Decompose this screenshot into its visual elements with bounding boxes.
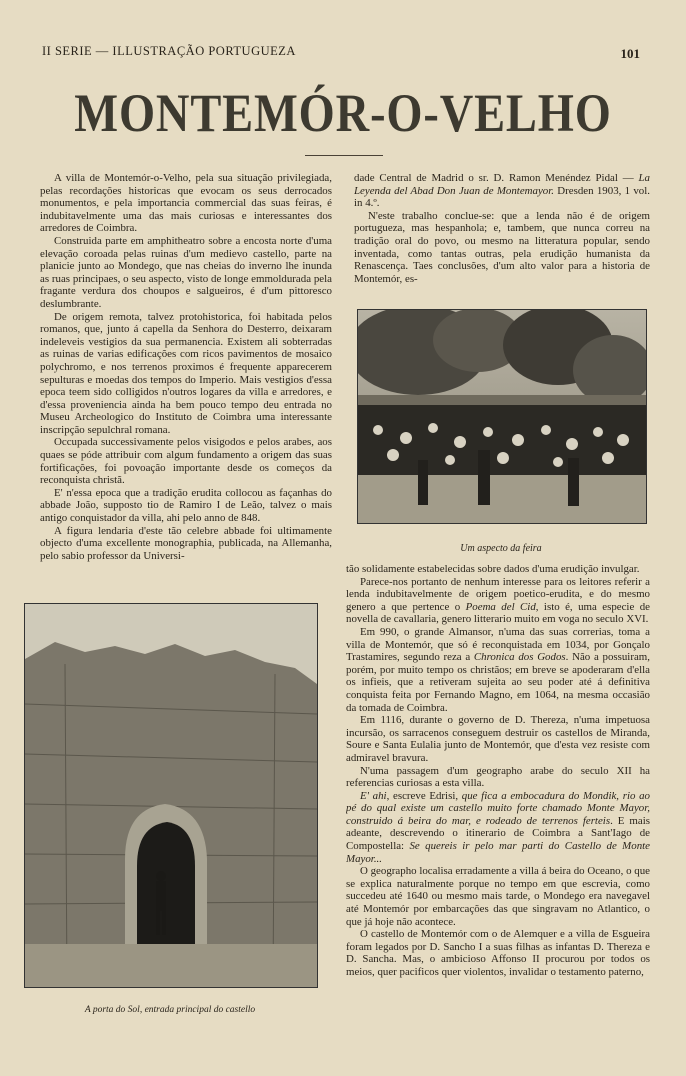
fair-photo (357, 309, 647, 524)
left-column-text (40, 172, 332, 590)
book-title: La Leyenda del Abad Don Juan de Montemayor. (354, 172, 650, 197)
page-number: 101 (620, 46, 640, 61)
paragraph: A villa de Montemór-o-Velho, pela sua situação privilegiada, pelas recordações historicas que evocam os seus derrocados monumentos, e pela importancia commercial das suas feiras, é indubitavelmente uma das mais curiosas e interessantes dos arredores de Coimbra. (40, 172, 332, 235)
paragraph: O castello de Montemór com o de Alemquer e a villa de Esgueira foram legados por D. Sancho I a suas filhas as infantas D. Thereza e D. Sancha. Mas, o ambicioso Affonso II procurou por todos os meios, quer pacificos quer violentos, invalidar o testamento paterno, (346, 928, 650, 978)
paragraph (346, 626, 650, 714)
text-run: , escreve Edrisi, (386, 789, 462, 802)
quote-run: E' ahi (360, 789, 387, 802)
paragraph: N'este trabalho conclue-se: que a lenda não é de origem portugueza, mas hespanhola; e, tambem, que nunca correu na tradição oral do povo, ou mesmo na litteratura popular, sendo inventada, como tantas outras, pela erudição humanista da Renascença. Taes conclusões, d'um alto valor para a historia de Montemór, es- (354, 209, 650, 285)
text-run: . Não a possuiram, porém, por muito tempo os christãos; em breve se apoderaram d'ella os infieis, que a retiveram sujeita ao seu poder até á definitiva conquista feita por Fernando Magno, em 1064, na mesma occasião da tomada de Coimbra. (346, 651, 650, 714)
castle-gate-caption: A porta do Sol, entrada principal do castello (84, 1005, 256, 1015)
text-run: Parece-nos portanto de nenhum interesse para os leitores referir a lenda indubitavelmente de origem poetico-erudita, e do mesmo genero a que pertence o (346, 575, 650, 613)
right-column-top-text (354, 172, 650, 290)
running-header: II SERIE — ILLUSTRAÇÃO PORTUGUEZA (42, 44, 296, 58)
article-title: MONTEMÓR-O-VELHO (74, 83, 612, 143)
paragraph: tão solidamente estabelecidas sobre dados d'uma erudição invulgar. (346, 563, 640, 575)
quote-run: Se quereis ir pelo mar parti do Castello de Monte Mayor... (346, 840, 650, 865)
paragraph: N'uma passagem d'um geographo arabe do seculo XII ha referencias curiosas a esta villa. (346, 764, 650, 790)
book-title: Poema del Cid (465, 600, 536, 613)
right-column-bottom-text (346, 563, 650, 1023)
text-run: , isto é, uma especie de novella de cavallaria, genero litterario muito em voga no seculo XVI. (346, 600, 650, 626)
text-run: Em 990, o grande Almansor, n'uma das suas correrias, toma a villa de Montemór, que só é reconquistada em 1034, por Gonçalo Trastamires, segundo reza a (346, 625, 650, 664)
paragraph: E' n'essa epoca que a tradição erudita collocou as façanhas do abbade João, supposto tio de Ramiro I de Leão, talvez o mais antigo conquistador da villa, ahi pelo anno de 848. (40, 486, 332, 525)
paragraph (346, 576, 650, 626)
paragraph: Occupada successivamente pelos visigodos e pelos arabes, aos quaes se póde attribuir com algum fundamento a origem das suas fortificações, foi povoação importante desde os começos da reconquista christã. (40, 436, 332, 487)
fair-photo-image (358, 310, 646, 523)
title-rule (305, 155, 383, 156)
text-run: . E mais adeante, descrevendo o itinerario de Coimbra a Sant'Iago de Compostella: (346, 814, 650, 853)
text-run: Dresden 1903, 1 vol. in 4.º. (354, 184, 650, 210)
paragraph: O geographo localisa erradamente a villa á beira do Oceano, o que se explica naturalmente porque no tempo em que escrevia, como succedeu até 1640 ou mesmo mais tarde, o Mondego era navegavel até Montemór por embarcações das que singravam no Atlantico, o que já hoje não acontece. (346, 865, 650, 928)
paragraph: De origem remota, talvez protohistorica, foi habitada pelos romanos, que, junto á capella da Senhora do Desterro, deixaram indeleveis vestigios da sua permanencia. Existem ali sobterradas as ruinas de varias edificações com ricos pavimentos de mosaico polychromo, e nos terrenos proximos é frequente apparecerem sepulturas e moedas dos tempos do Imperio. Mais vestigios d'essa epoca teem sido colligidos n'outros logares da villa e arredores, e d'essa proveniencia ainda ha bem pouco tempo deu entrada no Museu Archeologico do Instituto de Coimbra uma interessante inscripção sepulchral romana. (40, 310, 332, 436)
paragraph (354, 172, 650, 210)
book-title: Chronica dos Godos (473, 651, 566, 664)
quote-run: que fica a embocadura do Mondik, rio ao pé do qual existe um castello muito forte chamado Monte Mayor, construido á beira do mar, e rodeado de terrenos ferteis (346, 789, 650, 827)
paragraph (346, 790, 650, 866)
castle-gate-image (25, 604, 317, 987)
castle-gate-photo (24, 603, 318, 988)
text-run: dade Central de Madrid o sr. D. Ramon Menéndez Pidal — (354, 172, 639, 184)
fair-photo-caption: Um aspecto da feira (460, 543, 542, 554)
paragraph: Em 1116, durante o governo de D. Thereza, n'uma impetuosa incursão, os sarracenos conseguem destruir os castellos de Miranda, Soure e Santa Eulalia junto de Montemór, que d'esta vez resiste com admiravel bravura. (346, 714, 650, 764)
paragraph: Construida parte em amphitheatro sobre a encosta norte d'uma elevação coroada pelas ruinas d'um medievo castello, parte na planicie junto ao Mondego, que nas cheias do inverno lhe inunda as ruas principaes, o seu aspecto, visto de longe emmoldurada pela fragante verdura dos choupos e salgueiros, é d'um pittoresco deslumbrante. (40, 234, 332, 310)
paragraph: A figura lendaria d'este tão celebre abbade foi ultimamente objecto d'uma excellente monographia, publicada, na Allemanha, pelo sabio professor da Universi- (40, 524, 332, 562)
